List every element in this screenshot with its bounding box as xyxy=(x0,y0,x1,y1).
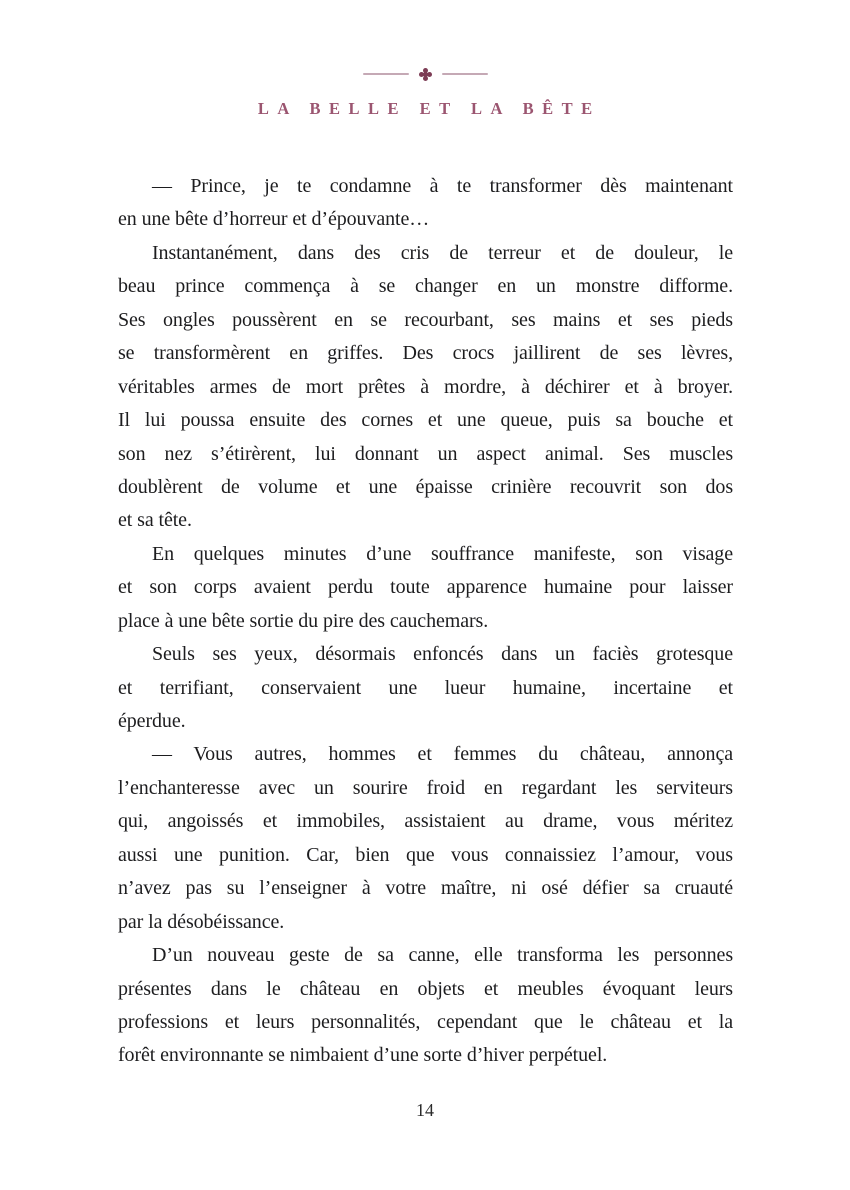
text-line: éperdue. xyxy=(118,710,186,732)
text-line: forêt environnante se nimbaient d’une sorte d’hiver perpétuel. xyxy=(118,1044,608,1067)
text-line: et son corps avaient perdu toute apparence humaine pour laisser xyxy=(118,576,733,599)
text-line: n’avez pas su l’enseigner à votre maître, ni osé défier sa cruauté xyxy=(118,877,733,900)
text-line: par la désobéissance. xyxy=(118,910,285,933)
text-line: qui, angoissés et immobiles, assistaient au drame, vous méritez xyxy=(118,810,733,833)
flower-icon xyxy=(423,72,428,77)
text-line: véritables armes de mort prêtes à mordre, à déchirer et à broyer. xyxy=(118,375,733,398)
text-line: beau prince commença à se changer en un monstre difforme. xyxy=(118,275,733,298)
text-line: aussi une punition. Car, bien que vous connaissiez l’amour, vous xyxy=(118,843,733,866)
ornament-rule-right xyxy=(442,73,488,75)
page-body xyxy=(118,170,733,1073)
text-line: son nez s’étirèrent, lui donnant un aspect animal. Ses muscles xyxy=(118,442,733,465)
text-line: place à une bête sortie du pire des cauchemars. xyxy=(118,609,489,632)
page-title: LA BELLE ET LA BÊTE xyxy=(257,99,601,118)
text-line: l’enchanteresse avec un sourire froid en regardant les serviteurs xyxy=(118,776,733,799)
text-line: et sa tête. xyxy=(118,509,192,532)
text-line: D’un nouveau geste de sa canne, elle transforma les personnes xyxy=(152,944,733,967)
fleuron-ornament xyxy=(0,64,850,84)
text-line: professions et leurs personnalités, cependant que le château et la xyxy=(118,1010,733,1033)
ornament-rule-left xyxy=(363,73,409,75)
text-line: Ses ongles poussèrent en se recourbant, ses mains et ses pieds xyxy=(118,308,733,331)
text-line: en une bête d’horreur et d’épouvante… xyxy=(118,208,430,231)
text-line: En quelques minutes d’une souffrance manifeste, son visage xyxy=(152,542,733,565)
text-line: se transformèrent en griffes. Des crocs jaillirent de ses lèvres, xyxy=(118,342,733,365)
text-line: Seuls ses yeux, désormais enfoncés dans un faciès grotesque xyxy=(152,643,733,666)
text-line: Il lui poussa ensuite des cornes et une queue, puis sa bouche et xyxy=(118,409,733,432)
text-line: — Vous autres, hommes et femmes du château, annonça xyxy=(152,743,733,766)
text-line: doublèrent de volume et une épaisse crinière recouvrit son dos xyxy=(118,475,733,498)
page-number: 14 xyxy=(416,1100,434,1120)
text-line: et terrifiant, conservaient une lueur humaine, incertaine et xyxy=(118,676,733,699)
text-line: — Prince, je te condamne à te transformer dès maintenant xyxy=(152,175,733,197)
text-line: présentes dans le château en objets et meubles évoquant leurs xyxy=(118,977,733,1000)
text-line: Instantanément, dans des cris de terreur et de douleur, le xyxy=(152,241,733,264)
